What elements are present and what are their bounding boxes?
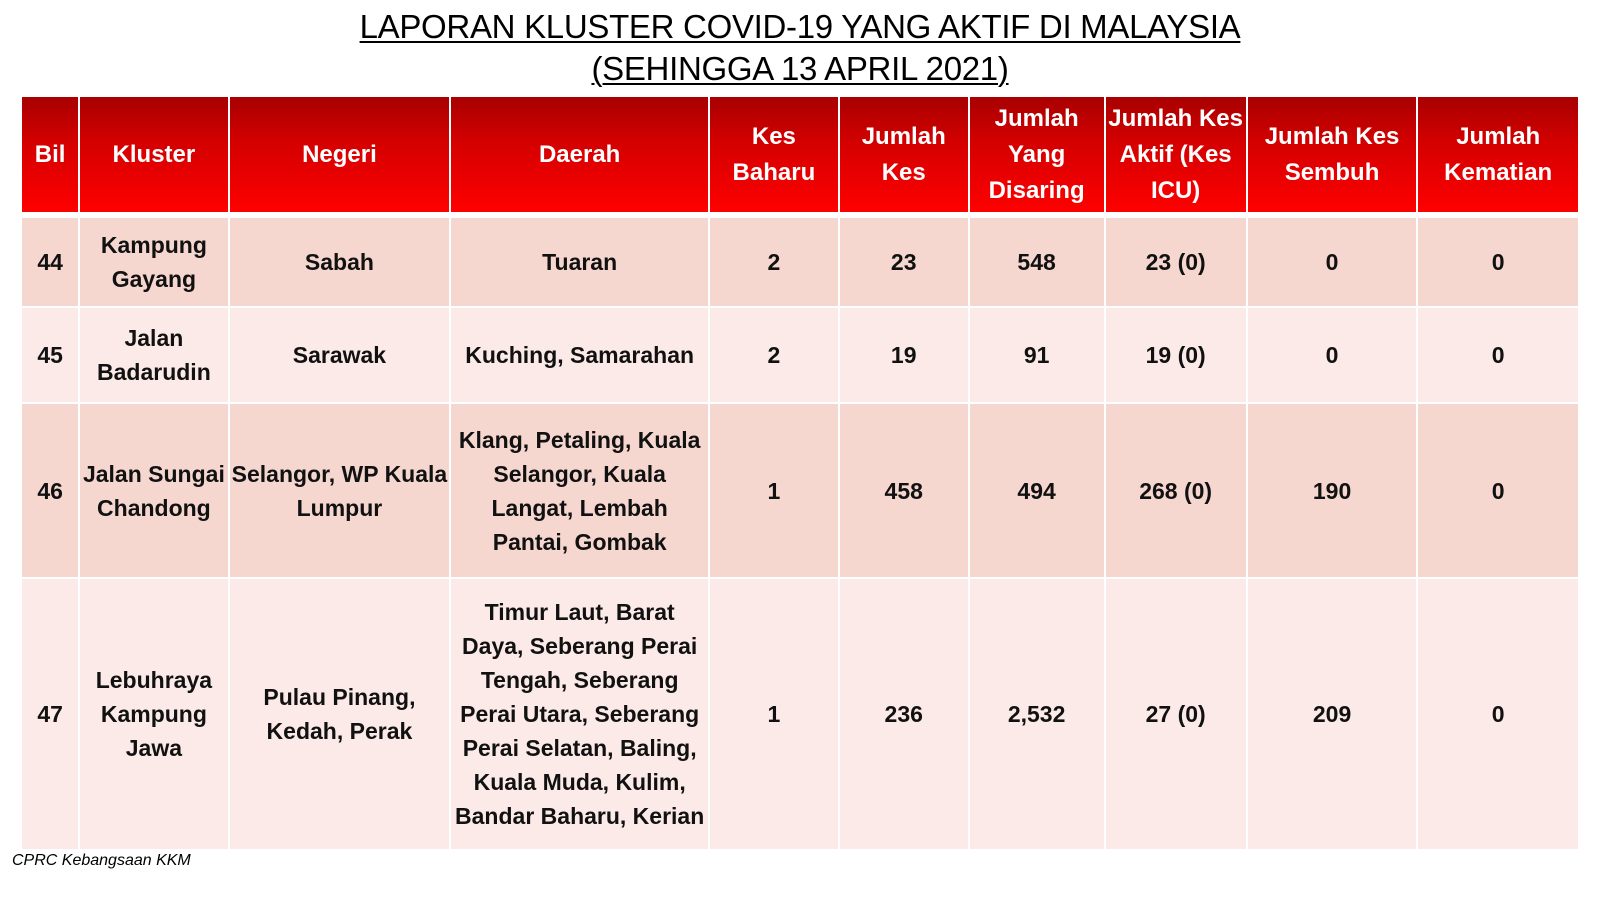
cell-jumlah-disaring: 91 [969, 307, 1105, 403]
cell-jumlah-kes: 23 [839, 215, 969, 307]
cell-daerah: Kuching, Samarahan [450, 307, 709, 403]
table-row [21, 307, 1579, 403]
cell-daerah: Tuaran [450, 215, 709, 307]
cell-bil: 45 [21, 307, 79, 403]
cell-kes-sembuh: 0 [1247, 307, 1418, 403]
header-jumlah-kes: Jumlah Kes [839, 96, 969, 215]
cell-jumlah-kes: 19 [839, 307, 969, 403]
header-kes-aktif: Jumlah Kes Aktif (Kes ICU) [1105, 96, 1247, 215]
table-row [21, 403, 1579, 578]
cell-kluster: Kampung Gayang [79, 215, 228, 307]
cell-kes-aktif: 27 (0) [1105, 578, 1247, 850]
header-daerah: Daerah [450, 96, 709, 215]
header-bil: Bil [21, 96, 79, 215]
header-negeri: Negeri [229, 96, 451, 215]
cell-negeri: Sabah [229, 215, 451, 307]
report-title [0, 6, 1600, 90]
header-kes-sembuh: Jumlah Kes Sembuh [1247, 96, 1418, 215]
table-row [21, 215, 1579, 307]
cell-bil: 46 [21, 403, 79, 578]
cell-kes-aktif: 268 (0) [1105, 403, 1247, 578]
header-jumlah-disaring: Jumlah Yang Disaring [969, 96, 1105, 215]
cell-kes-baharu: 1 [709, 403, 839, 578]
cell-negeri: Selangor, WP Kuala Lumpur [229, 403, 451, 578]
cell-kes-baharu: 1 [709, 578, 839, 850]
table-header-row [21, 96, 1579, 215]
cell-kes-sembuh: 209 [1247, 578, 1418, 850]
cell-kematian: 0 [1417, 403, 1579, 578]
cell-kes-aktif: 23 (0) [1105, 215, 1247, 307]
header-kes-baharu: Kes Baharu [709, 96, 839, 215]
cell-kes-sembuh: 0 [1247, 215, 1418, 307]
cell-jumlah-disaring: 494 [969, 403, 1105, 578]
cluster-table [20, 95, 1580, 851]
cell-kes-aktif: 19 (0) [1105, 307, 1247, 403]
table-row [21, 578, 1579, 850]
cell-kluster: Lebuhraya Kampung Jawa [79, 578, 228, 850]
cell-jumlah-disaring: 2,532 [969, 578, 1105, 850]
cell-jumlah-kes: 236 [839, 578, 969, 850]
source-footnote: CPRC Kebangsaan KKM [12, 852, 191, 869]
cell-jumlah-disaring: 548 [969, 215, 1105, 307]
cell-kematian: 0 [1417, 578, 1579, 850]
cell-daerah: Timur Laut, Barat Daya, Seberang Perai Tengah, Seberang Perai Utara, Seberang Perai Selatan, Baling, Kuala Muda, Kulim, Bandar Baharu, Kerian [450, 578, 709, 850]
cell-kematian: 0 [1417, 307, 1579, 403]
cell-negeri: Pulau Pinang, Kedah, Perak [229, 578, 451, 850]
cell-daerah: Klang, Petaling, Kuala Selangor, Kuala Langat, Lembah Pantai, Gombak [450, 403, 709, 578]
cell-kluster: Jalan Badarudin [79, 307, 228, 403]
title-line-1: LAPORAN KLUSTER COVID-19 YANG AKTIF DI MALAYSIA [359, 8, 1241, 45]
header-kluster: Kluster [79, 96, 228, 215]
cell-negeri: Sarawak [229, 307, 451, 403]
header-kematian: Jumlah Kematian [1417, 96, 1579, 215]
cell-kes-baharu: 2 [709, 215, 839, 307]
cell-kes-baharu: 2 [709, 307, 839, 403]
cell-kluster: Jalan Sungai Chandong [79, 403, 228, 578]
title-line-2: (SEHINGGA 13 APRIL 2021) [591, 50, 1009, 87]
cell-bil: 44 [21, 215, 79, 307]
cell-bil: 47 [21, 578, 79, 850]
cell-kes-sembuh: 190 [1247, 403, 1418, 578]
cell-jumlah-kes: 458 [839, 403, 969, 578]
cell-kematian: 0 [1417, 215, 1579, 307]
